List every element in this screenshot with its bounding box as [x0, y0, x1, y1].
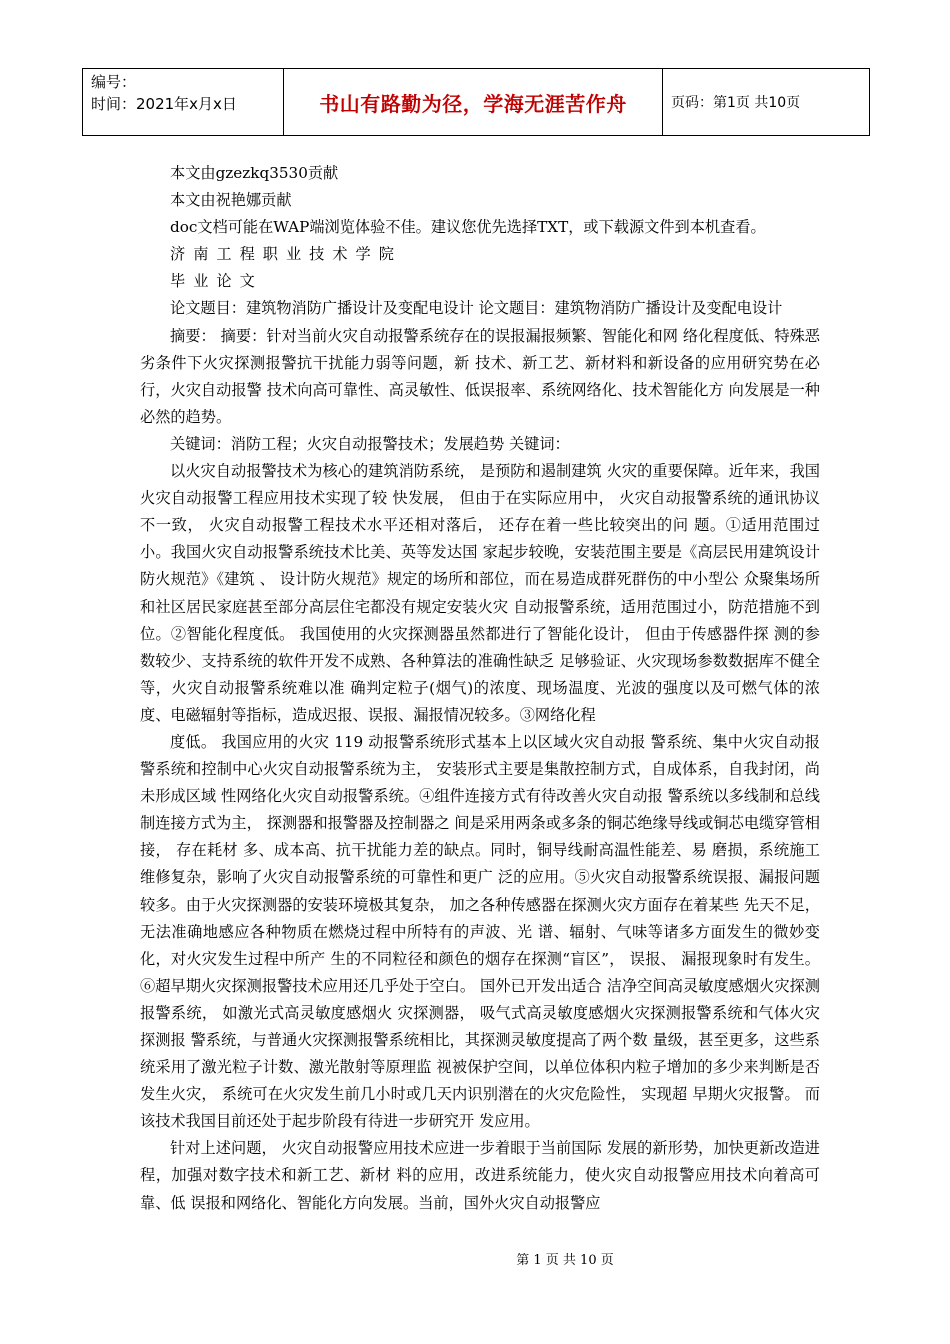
document-number-label: 编号：: [91, 73, 137, 91]
body-paragraph-1: 以火灾自动报警技术为核心的建筑消防系统， 是预防和遏制建筑 火灾的重要保障。近年来，我国火灾自动报警工程应用技术实现了较 快发展， 但由于在实际应用中， 火灾自动报警系统的通讯协议不一致， 火灾自动报警工程技术水平还相对落后， 还存在着一些比较突出的问 题。①适用范围过小。我国火灾自动报警系统技术比美、英等发达国 家起步较晚，安装范围主要是《高层民用建筑设计防火规范》《建筑 、 设计防火规范》规定的场所和部位，而在易造成群死群伤的中小型公 众聚集场所和社区居民家庭甚至部分高层住宅都没有规定安装火灾 自动报警系统，适用范围过小，防范措施不到位。②智能化程度低。 我国使用的火灾探测器虽然都进行了智能化设计， 但由于传感器件探 测的参数较少、支持系统的软件开发不成熟、各种算法的准确性缺乏 足够验证、火灾现场参数数据库不健全等，火灾自动报警系统难以准 确判定粒子(烟气)的浓度、现场温度、光波的强度以及可燃气体的浓 度、电磁辐射等指标，造成迟报、误报、漏报情况较多。③网络化程: [140, 462, 820, 724]
header-meta: [83, 69, 284, 136]
contributor-line-1: 本文由gzezkq3530贡献: [170, 164, 339, 182]
document-date-label: 时间：2021年x月x日: [91, 95, 237, 113]
page-footer: 第 1 页 共 10 页: [516, 1253, 614, 1268]
abstract-paragraph: 摘要： 摘要：针对当前火灾自动报警系统存在的误报漏报频繁、智能化和网 络化程度低、特殊恶劣条件下火灾探测报警抗干扰能力弱等问题，新 技术、新工艺、新材料和新设备的应用研究势在必行，火灾自动报警 技术向高可靠性、高灵敏性、低误报率、系统网络化、技术智能化方 向发展是一种必然的趋势。: [140, 326, 820, 426]
body-paragraph-2: 度低。 我国应用的火灾 119 动报警系统形式基本上以区域火灾自动报 警系统、集中火灾自动报警系统和控制中心火灾自动报警系统为主， 安装形式主要是集散控制方式，自成体系，自我封闭，尚未形成区域 性网络化火灾自动报警系统。④组件连接方式有待改善火灾自动报 警系统以多线制和总线制连接方式为主， 探测器和报警器及控制器之 间是采用两条或多条的铜芯绝缘导线或铜芯电缆穿管相接， 存在耗材 多、成本高、抗干扰能力差的缺点。同时，铜导线耐高温性能差、易 磨损，系统施工维修复杂，影响了火灾自动报警系统的可靠性和更广 泛的应用。⑤火灾自动报警系统误报、漏报问题较多。由于火灾探测器的安装环境极其复杂， 加之各种传感器在探测火灾方面存在着某些 先天不足，无法准确地感应各种物质在燃烧过程中所特有的声波、光 谱、辐射、气味等诸多方面发生的微妙变化，对火灾发生过程中所产 生的不同粒径和颜色的烟存在探测“盲区”， 误报、 漏报现象时有发生。 ⑥超早期火灾探测报警技术应用还几乎处于空白。 国外已开发出适合 洁净空间高灵敏度感烟火灾探测报警系统， 如激光式高灵敏度感烟火 灾探测器， 吸气式高灵敏度感烟火灾探测报警系统和气体火灾探测报 警系统，与普通火灾探测报警系统相比，其探测灵敏度提高了两个数 量级，甚至更多，这些系统采用了激光粒子计数、激光散射等原理监 视被保护空间，以单位体积内粒子增加的多少来判断是否发生火灾， 系统可在火灾发生前几小时或几天内识别潜在的火灾危险性， 实现超 早期火灾报警。 而该技术我国目前还处于起步阶段有待进一步研究开 发应用。: [140, 732, 820, 1131]
header-motto: 书山有路勤为径，学海无涯苦作舟: [284, 69, 663, 136]
document-body: [140, 160, 820, 1217]
keywords-line: 关键词：消防工程；火灾自动报警技术；发展趋势 关键词：: [170, 434, 570, 453]
contributor-line-2: 本文由祝艳娜贡献: [170, 191, 292, 210]
page-header: [82, 68, 870, 136]
thesis-title: 论文题目：建筑物消防广播设计及变配电设计 论文题目：建筑物消防广播设计及变配电设计: [170, 299, 783, 318]
doc-format-notice: doc文档可能在WAP端浏览体验不佳。建议您优先选择TXT，或下载源文件到本机查看。: [170, 218, 766, 237]
school-name: 济南工程职业技术学院: [170, 245, 402, 264]
body-paragraph-3: 针对上述问题， 火灾自动报警应用技术应进一步着眼于当前国际 发展的新形势，加快更新改造进程，加强对数字技术和新工艺、新材 料的应用，改进系统能力，使火灾自动报警应用技术向着高可靠、低 误报和网络化、智能化方向发展。当前，国外火灾自动报警应: [140, 1139, 820, 1212]
thesis-label: 毕业论文: [170, 272, 263, 291]
header-page-info: 页码：第1页 共10页: [663, 69, 870, 136]
